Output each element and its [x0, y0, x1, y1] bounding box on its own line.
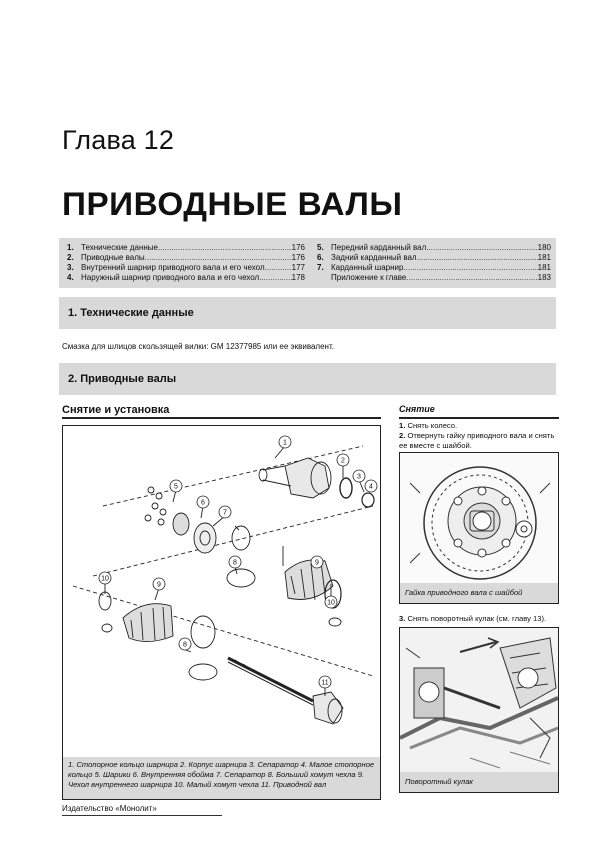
callout-number: 3 — [357, 473, 361, 481]
toc-item[interactable]: 5. Передний карданный вал ..... 180 — [317, 243, 551, 253]
callout-number: 2 — [341, 457, 345, 465]
lubricant-note: Смазка для шлицов скользящей вилки: GM 12377985 или ее эквивалент. — [62, 342, 334, 351]
toc-item[interactable]: Приложение к главе ..... 183 — [317, 273, 551, 283]
toc-right-column — [317, 243, 551, 283]
driveshaft-exploded-illustration — [63, 426, 380, 757]
toc-item[interactable]: 1. Технические данные ..... 176 — [67, 243, 305, 253]
callout-number: 4 — [369, 483, 373, 491]
callout-number: 9 — [315, 559, 319, 567]
divider — [399, 417, 559, 419]
photo-steering-knuckle — [399, 627, 559, 793]
toc-left-column — [67, 243, 305, 283]
photo-caption: Гайка приводного вала с шайбой — [400, 583, 558, 603]
photo-caption: Поворотный кулак — [400, 772, 558, 792]
section-header-2: 2. Приводные валы — [59, 363, 556, 395]
callout-number: 8 — [233, 559, 237, 567]
toc-item[interactable]: 7. Карданный шарнир ..... 181 — [317, 263, 551, 273]
knuckle-illustration — [400, 628, 558, 772]
toc-item[interactable]: 4. Наружный шарнир приводного вала и его чехол ..... 178 — [67, 273, 305, 283]
callout-number: 6 — [201, 499, 205, 507]
callout-number: 11 — [321, 679, 329, 687]
callout-number: 7 — [223, 509, 227, 517]
callout-number: 10 — [327, 599, 335, 607]
callout-number: 8 — [183, 641, 187, 649]
page-title: ПРИВОДНЫЕ ВАЛЫ — [62, 186, 403, 222]
chapter-label: Глава 12 — [62, 125, 175, 155]
divider — [62, 417, 381, 419]
toc-item[interactable]: 3. Внутренний шарнир приводного вала и его чехол ..... 177 — [67, 263, 305, 273]
subsection-heading: Снятие и установка — [62, 404, 170, 416]
section-header-1: 1. Технические данные — [59, 297, 556, 329]
callout-number: 5 — [174, 483, 178, 491]
step-1: 1. Снять колесо. — [399, 421, 458, 430]
callout-number: 1 — [283, 439, 287, 447]
step-3: 3. Снять поворотный кулак (см. главу 13). — [399, 614, 547, 623]
footer-divider — [62, 815, 222, 816]
step-2: 2. Отвернуть гайку приводного вала и снять ее вместе с шайбой. — [399, 431, 555, 450]
toc-item[interactable]: 6. Задний карданный вал ..... 181 — [317, 253, 551, 263]
photo-hub-nut — [399, 452, 559, 604]
figure-caption: 1. Стопорное кольцо шарнира 2. Корпус шарнира 3. Сепаратор 4. Малое стопорное кольцо 5. Шарики 6. Внутренняя обойма 7. Сепаратор 8. Больший хомут чехла 9. Чехол внутреннего шарнира 10. Малый хомут чехла 11. Приводной вал — [63, 757, 380, 799]
publisher-footer: Издательство «Монолит» — [62, 804, 157, 813]
exploded-diagram — [62, 425, 381, 800]
hub-illustration — [400, 453, 558, 583]
callout-number: 10 — [101, 575, 109, 583]
callout-number: 9 — [157, 581, 161, 589]
table-of-contents — [59, 238, 556, 288]
removal-heading: Снятие — [399, 404, 435, 414]
toc-item[interactable]: 2. Приводные валы ..... 176 — [67, 253, 305, 263]
